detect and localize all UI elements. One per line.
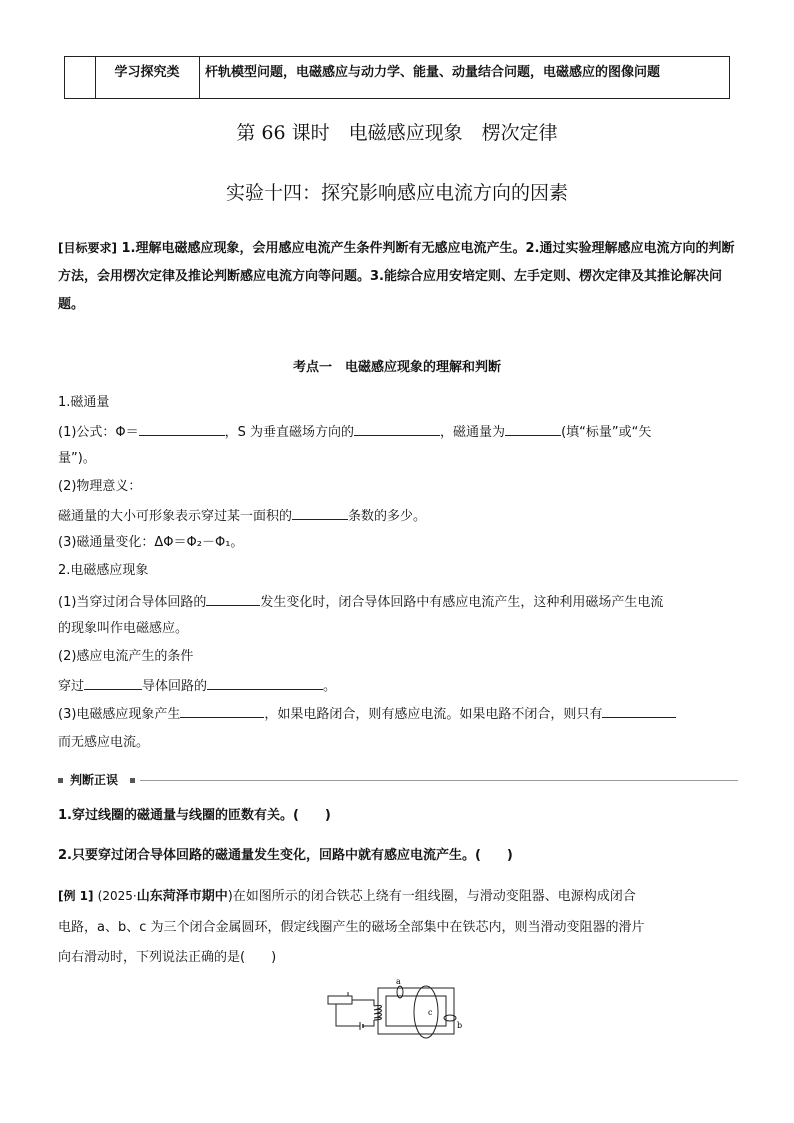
blank-scalar <box>505 421 561 436</box>
rheostat-icon <box>328 996 352 1004</box>
physical-meaning-heading: (2)物理意义： <box>58 479 142 494</box>
blank-emf-only <box>602 703 676 718</box>
section-heading: 考点一 电磁感应现象的理解和判断 <box>292 360 501 375</box>
blank-flux-change <box>207 675 323 690</box>
example-tag: [例 1] <box>58 889 94 903</box>
header-table-topics: 杆轨模型问题，电磁感应与动力学、能量、动量结合问题，电磁感应的图像问题 <box>205 65 661 80</box>
goals-tag: [目标要求] <box>58 241 117 255</box>
header-table <box>64 56 730 99</box>
lesson-title: 第 66 课时 电磁感应现象 楞次定律 <box>236 122 558 144</box>
em-induction-line2: 的现象叫作电磁感应。 <box>58 621 189 636</box>
em-induction-line1: (1)当穿过闭合导体回路的 发生变化时，闭合导体回路中有感应电流产生，这种利用磁场产生电流 <box>58 591 663 613</box>
header-table-category: 学习探究类 <box>95 57 200 98</box>
flux-formula-line-cont: 量”)。 <box>58 451 96 466</box>
blank-field-lines <box>292 505 348 520</box>
essence-line2: 而无感应电流。 <box>58 735 150 750</box>
blank-flux <box>206 591 260 606</box>
header-table-cell-empty <box>65 57 96 98</box>
physical-meaning-line: 磁通量的大小可形象表示穿过某一面积的 条数的多少。 <box>58 505 426 527</box>
em-induction-heading: 2.电磁感应现象 <box>58 563 149 578</box>
experiment-title: 实验十四：探究影响感应电流方向的因素 <box>225 182 568 204</box>
example-source: 山东菏泽市期中 <box>136 889 228 904</box>
goals-paragraph <box>58 234 738 319</box>
judge-section-bar <box>58 772 738 788</box>
condition-line: 穿过 导体回路的 。 <box>58 675 336 697</box>
goals-text: 1.理解电磁感应现象，会用感应电流产生条件判断有无感应电流产生。2.通过实验理解感应电流方向的判断方法，会用楞次定律及推论判断感应电流方向等问题。3.能综合应用安培定则、左手定则、楞次定律及其推论解决问题。 <box>58 241 735 312</box>
blank-formula <box>139 421 225 436</box>
label-c: c <box>428 1008 433 1017</box>
iron-core-circuit-diagram <box>326 978 476 1040</box>
divider <box>140 780 738 781</box>
label-a: a <box>396 978 401 986</box>
square-bullet-icon <box>58 778 63 783</box>
judge-label: 判断正误 <box>70 773 119 787</box>
blank-area <box>354 421 440 436</box>
blank-emf <box>180 703 264 718</box>
blank-closed <box>84 675 142 690</box>
example-line3: 向右滑动时，下列说法正确的是( ) <box>58 950 277 965</box>
condition-heading: (2)感应电流产生的条件 <box>58 649 194 664</box>
judge-question-2: 2.只要穿过闭合导体回路的磁通量发生变化，回路中就有感应电流产生。( ) <box>58 848 513 863</box>
magnetic-flux-heading: 1.磁通量 <box>58 395 110 410</box>
judge-question-1: 1.穿过线圈的磁通量与线圈的匝数有关。( ) <box>58 808 331 823</box>
flux-formula-line: (1)公式：Φ＝ ，S 为垂直磁场方向的 ，磁通量为 (填“标量”或“矢 <box>58 421 651 443</box>
flux-change-line: (3)磁通量变化：ΔΦ＝Φ₂－Φ₁。 <box>58 535 244 550</box>
example-line1: [例 1] (2025·山东菏泽市期中)在如图所示的闭合铁芯上绕有一组线圈，与滑动变阻器、电源构成闭合 <box>58 889 636 904</box>
example-line2: 电路，a、b、c 为三个闭合金属圆环，假定线圈产生的磁场全部集中在铁芯内，则当滑动变阻器的滑片 <box>58 920 645 935</box>
ring-c <box>414 986 438 1038</box>
essence-line1: (3)电磁感应现象产生 ，如果电路闭合，则有感应电流。如果电路不闭合，则只有 <box>58 703 676 725</box>
label-b: b <box>457 1021 463 1030</box>
square-bullet-icon <box>130 778 135 783</box>
